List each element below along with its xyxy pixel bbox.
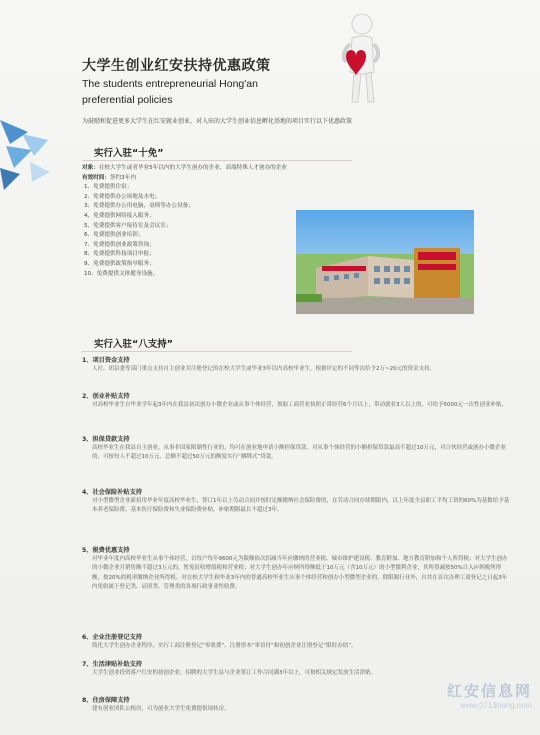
list-item: 3、免费提供办公用电脑、桌椅等办公设备；	[84, 203, 194, 210]
period-line	[82, 174, 382, 184]
support-item-title: 1、项目资金支持	[82, 357, 130, 364]
decorative-shapes	[0, 110, 70, 200]
support-item-title: 3、担保贷款支持	[82, 436, 130, 443]
support-item-title: 2、创业补贴支持	[82, 393, 130, 400]
support-item-body: 高校毕业生在我县自主创业，从事非国家限制性行业的，均可在创业地申请小额担保贷款。对从事个体经营的小额担保贷款最高不超过10万元，对合伙经营或创办小微企业的，可按每人不超过10万元、总额不超过50万元的额度实行“捆绑式”贷款。	[92, 445, 507, 461]
support-item-body: 对小型微型企业新招用毕业年度高校毕业生，签订1年以上劳动合同并按时足额缴纳社会保险费的，在劳动合同存续期限内，以上年度全县职工平均工资的60%为基数给予基本养老保险费、基本医疗保险费和失业保险费补贴，补贴期限最长不超过3年。	[92, 498, 510, 514]
support-item-body: 大学生创业投资落户红安的初创企业，招聘的大学生县与企业签订工作合同满3年以上，可按相关规定发放生活津贴。	[92, 670, 377, 676]
list-item: 4、免费提供网络接入服务；	[84, 212, 155, 219]
support-item	[82, 660, 512, 678]
page-title: 大学生创业红安扶持优惠政策	[82, 58, 271, 74]
support-item-title: 5、税费优惠支持	[82, 547, 130, 554]
intro-paragraph: 为鼓励和促进更多大学生在红安就业创业，对入驻的大学生创业信息孵化基地的项目实行以下优惠政策	[82, 118, 353, 125]
target-label: 对象：	[82, 165, 99, 171]
period-label: 有效时间：	[82, 174, 110, 181]
divider	[82, 351, 352, 352]
support-item-body: 简化大学生创办企业程序，实行工商注册登记“零收费”、注册资本“零首付”和初创企业注册登记“限时办结”。	[92, 643, 357, 649]
support-item-title: 6、企业注册登记支持	[82, 634, 142, 641]
support-item	[82, 435, 512, 463]
list-item: 10、免费提供文体健身设施。	[84, 270, 159, 277]
incubator-building-photo	[296, 210, 474, 314]
support-item-body: 人社、团县委等部门重点支持自主创业并注册登记的在校大学生或毕业3年以内高校毕业生，根据评定的不同等次给予2万~20元的资金支持。	[92, 366, 436, 372]
support-item-title: 8、住房保障支持	[82, 697, 130, 704]
list-item: 8、免费提供科技项目申报；	[84, 251, 155, 258]
section-heading-ten-free: 实行入驻“十免”	[94, 148, 164, 159]
target-text: 在校大学生或者毕业5年以内的大学生创办的企业，高端特殊人才创办的企业	[98, 165, 287, 171]
page-subtitle-line-2: preferential policies	[82, 94, 173, 106]
watermark-site-url: www.0713hong.com	[459, 701, 532, 710]
list-item: 1、免费提供住宿；	[84, 184, 133, 191]
divider	[82, 160, 352, 161]
target-line	[82, 164, 382, 174]
watermark-site-name: 红安信息网	[446, 682, 532, 700]
list-item: 2、免费提供办公场地及水电；	[84, 193, 161, 200]
list-item: 5、免费提供客户接待室及会议室；	[84, 222, 172, 229]
support-item	[82, 392, 512, 410]
period-text: 签约3年内	[109, 174, 136, 181]
support-item-title: 4、社会保险补贴支持	[82, 489, 142, 496]
support-item-body: 对高校毕业生自毕业学年起3年内在我县初次创办小微企业或从事个体经营，领取工商营业执照正常经营6个月以上，带动就业3人以上的，可给予5000元一次性创业补贴。	[92, 402, 508, 408]
support-item-body: 对毕业年度内高校毕业生从事个体经营，以每户每年9600元为限额依次扣减当年应缴纳的营业税、城市维护建设税、教育附加、地方教育附加和个人所得税；对大学生创办的小微企业月销售额不超过3万元的，暂免征收增值税和营业税；对大学生创办年应纳所得额低于10万元（含10万元）的小型微利企业，其所得减按50%计入应纳税所得额，按20%的税率缴纳企业所得税。对在校大学生和毕业3年内的普通高校毕业生从事个体经营和创办小型微型企业的，除限制行业外，自其在首次办理工商登记之日起3年内免收属于登记类、证照类、管理类的各项行政事业性收费。	[92, 556, 508, 591]
support-item	[82, 633, 512, 651]
support-item-title: 7、生活津贴补助支持	[82, 661, 142, 668]
site-watermark	[402, 680, 532, 710]
list-item: 6、免费提供创业培训；	[84, 232, 144, 239]
support-item	[82, 356, 512, 374]
list-item: 7、免费提供创业政策咨询；	[84, 241, 155, 248]
support-item	[82, 546, 512, 593]
mascot-with-heart-illustration	[330, 10, 390, 120]
section-heading-eight-support: 实行入驻“八支持”	[94, 339, 173, 350]
page-subtitle-line-1: The students entrepreneurial Hong'an	[82, 78, 258, 90]
list-item: 9、免费提供政策指导服务；	[84, 260, 155, 267]
support-item	[82, 488, 512, 516]
support-item-body: 建有创业团队公租房，可为创业大学生免费提供周转房。	[92, 706, 230, 712]
